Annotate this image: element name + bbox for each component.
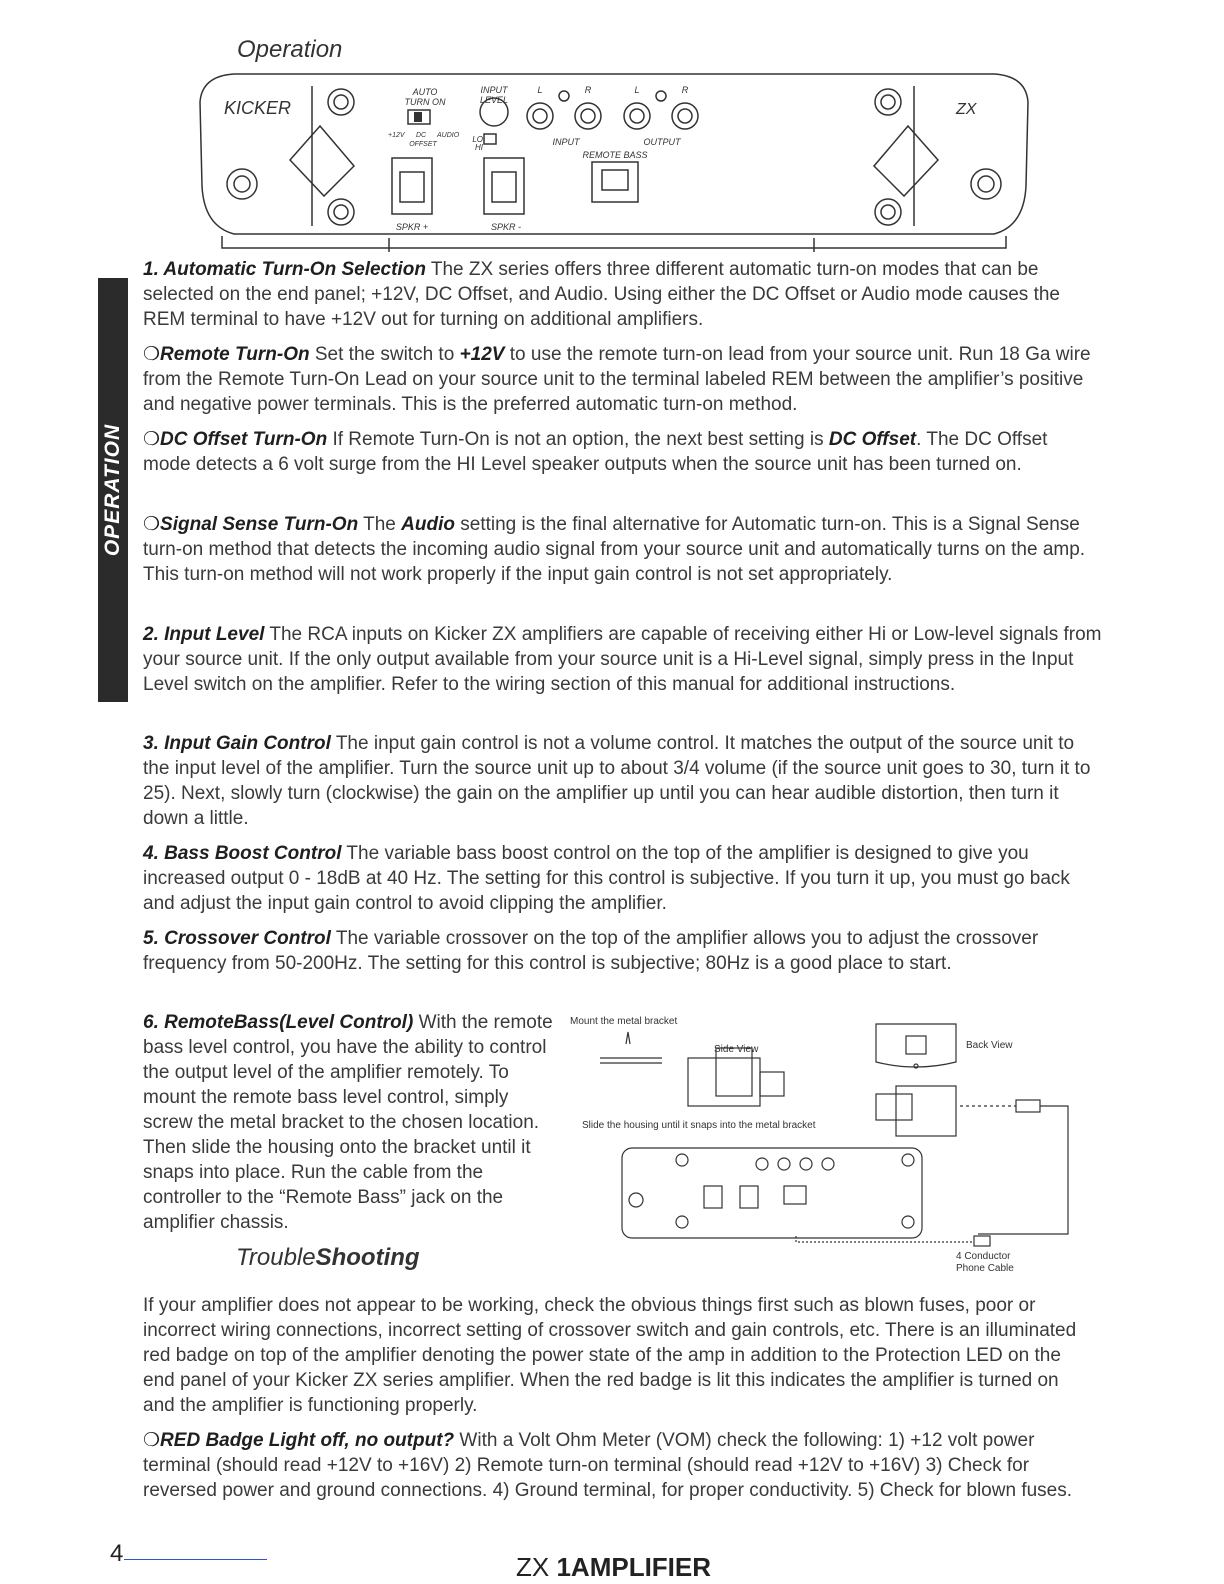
section-text: With a Volt Ohm Meter (VOM) check the following: 1) +12 volt power terminal (should read +12V to +16V) 2) Remote turn-on terminal (should read +12V to +16V) 3) Check for reversed power and ground connections. 4) Ground terminal, for proper conductivity. 5) Check for blown fuses. [143, 1430, 1073, 1501]
cable-label-line1: 4 Conductor [956, 1251, 1011, 1262]
input-left-label: L [537, 85, 543, 95]
section-text: setting is the final alternative for Automatic turn-on. This is a Signal Sense turn-on method that detects the incoming audio signal from your source unit and automatically turns on the amp. This turn-on method will not work properly if the input gain control is not set appropriately. [143, 514, 1086, 585]
switch-opt-12v: +12V [388, 132, 405, 139]
output-right-label: R [681, 85, 689, 95]
section-title: 6. RemoteBass(Level Control) [143, 1012, 414, 1033]
back-view-label: Back View [966, 1040, 1013, 1051]
bullet-icon: ❍ [143, 429, 161, 450]
paragraph-bass-boost [143, 841, 1078, 916]
spkr-plus-label: SPKR + [395, 222, 429, 232]
bullet-icon: ❍ [143, 1430, 161, 1451]
troubleshooting-heading-light: Trouble [236, 1244, 316, 1271]
auto-turn-on-label-2: TURN ON [404, 97, 446, 107]
cable-label-line2: Phone Cable [956, 1263, 1014, 1274]
slide-housing-label: Slide the housing until it snaps into the metal bracket [582, 1120, 816, 1131]
paragraph-remote-bass [143, 1010, 561, 1235]
auto-turn-on-label: AUTO [412, 87, 438, 97]
paragraph-crossover [143, 926, 1078, 976]
section-text: The RCA inputs on Kicker ZX amplifiers are capable of receiving either Hi or Low-level signals from your source unit. If the only output available from your source unit is a Hi-Level signal, simply press in the Input Level switch on the amplifier. Refer to the wiring section of this manual for additional instructions. [143, 624, 1102, 695]
section-emphasis: +12V [459, 344, 505, 365]
remote-bass-label: REMOTE BASS [582, 150, 648, 160]
paragraph-auto-turn-on [143, 257, 1093, 332]
lo-label: LO [472, 135, 483, 144]
paragraph-remote-turn-on [143, 342, 1093, 417]
section-title: Signal Sense Turn-On [160, 514, 359, 535]
troubleshooting-heading [236, 1244, 420, 1272]
section-text: The [358, 514, 402, 535]
panel-brand: KICKER [224, 98, 292, 118]
paragraph-input-level [143, 622, 1103, 697]
input-label: INPUT [552, 137, 580, 147]
amplifier-end-panel-diagram [194, 66, 1034, 252]
section-side-tab [98, 278, 128, 702]
footer-product-name [516, 1552, 711, 1584]
section-text: Set the switch to [309, 344, 460, 365]
bullet-icon: ❍ [143, 344, 161, 365]
paragraph-input-gain [143, 731, 1098, 831]
section-emphasis: DC Offset [828, 429, 917, 450]
bullet-icon: ❍ [143, 514, 161, 535]
paragraph-dc-offset [143, 427, 1093, 477]
section-emphasis: Audio [401, 514, 455, 535]
input-level-label: INPUT [480, 85, 508, 95]
section-title: Remote Turn-On [160, 344, 310, 365]
section-text: If Remote Turn-On is not an option, the next best setting is [327, 429, 829, 450]
section-title: DC Offset Turn-On [160, 429, 328, 450]
section-text: . The DC Offset mode detects a 6 volt surge from the HI Level speaker outputs when the source unit has been turned on. [143, 429, 1048, 475]
side-tab-label: OPERATION [101, 423, 124, 557]
page-number: 4 [110, 1540, 124, 1567]
section-title: RED Badge Light off, no output? [160, 1430, 455, 1451]
section-text: The ZX series offers three different automatic turn-on modes that can be selected on the end panel; +12V, DC Offset, and Audio. Using either the DC Offset or Audio mode causes the REM terminal to have +12V out for turning on additional amplifiers. [143, 259, 1060, 330]
troubleshooting-heading-bold: Shooting [315, 1244, 420, 1271]
hi-label: HI [475, 143, 483, 152]
section-title: 5. Crossover Control [143, 928, 331, 949]
section-title: 1. Automatic Turn-On Selection [143, 259, 426, 280]
section-text: With the remote bass level control, you have the ability to control the output level of the amplifier remotely. To mount the remote bass level control, simply screw the metal bracket to the chosen location. Then slide the housing onto the bracket until it snaps into place. Run the cable from the controller to the “Remote Bass” jack on the amplifier chassis. [143, 1012, 553, 1233]
input-level-label-2: LEVEL [479, 95, 509, 105]
input-right-label: R [584, 85, 592, 95]
section-title: 4. Bass Boost Control [143, 843, 342, 864]
section-text: The input gain control is not a volume control. It matches the output of the source unit to the input level of the amplifier. Turn the source unit up to about 3/4 volume (if the source unit goes to 30, turn it to 25). Next, slowly turn (clockwise) the gain on the amplifier up until you can hear audible distortion, then turn it down a little. [143, 733, 1091, 829]
output-left-label: L [634, 85, 640, 95]
switch-opt-dc: DC [416, 132, 427, 139]
footer-product: 1AMPLIFIER [556, 1552, 712, 1582]
paragraph-troubleshooting-intro [143, 1293, 1088, 1418]
paragraph-red-badge [143, 1428, 1078, 1503]
section-text: to use the remote turn-on lead from your source unit. Run 18 Ga wire from the Remote Turn-On Lead on your source unit to the terminal labeled REM between the amplifier’s positive and negative power terminals. This is the preferred automatic turn-on method. [143, 344, 1091, 415]
paragraph-signal-sense [143, 512, 1093, 587]
section-title: 3. Input Gain Control [143, 733, 331, 754]
section-title: 2. Input Level [143, 624, 265, 645]
output-label: OUTPUT [643, 137, 681, 147]
section-text: The variable crossover on the top of the amplifier allows you to adjust the crossover frequency from 50-200Hz. The setting for this control is subjective; 80Hz is a good place to start. [143, 928, 1039, 974]
switch-opt-audio: AUDIO [437, 132, 460, 139]
offset-label: OFFSET [409, 141, 437, 148]
footer-series: ZX [516, 1552, 557, 1582]
mount-bracket-label: Mount the metal bracket [570, 1016, 678, 1027]
section-text: If your amplifier does not appear to be working, check the obvious things first such as blown fuses, poor or incorrect wiring connections, incorrect setting of crossover switch and gain controls, etc. There is an illuminated red badge on top of the amplifier denoting the power state of the amp in addition to the Protection LED on the end panel of your Kicker ZX series amplifier. When the red badge is lit this indicates the amplifier is turned on and the amplifier is functioning properly. [143, 1295, 1077, 1416]
remote-bass-mounting-figure [566, 1010, 1078, 1280]
section-text: The variable bass boost control on the top of the amplifier is designed to give you increased output 0 - 18dB at 40 Hz. The setting for this control is subjective. If you turn it up, you must go back and adjust the input gain control to avoid clipping the amplifier. [143, 843, 1070, 914]
page-heading: Operation [237, 36, 343, 63]
page-number-rule [124, 1559, 267, 1560]
spkr-minus-label: SPKR - [490, 222, 522, 232]
side-view-label: Side View [714, 1044, 759, 1055]
panel-model: ZX [956, 101, 977, 118]
